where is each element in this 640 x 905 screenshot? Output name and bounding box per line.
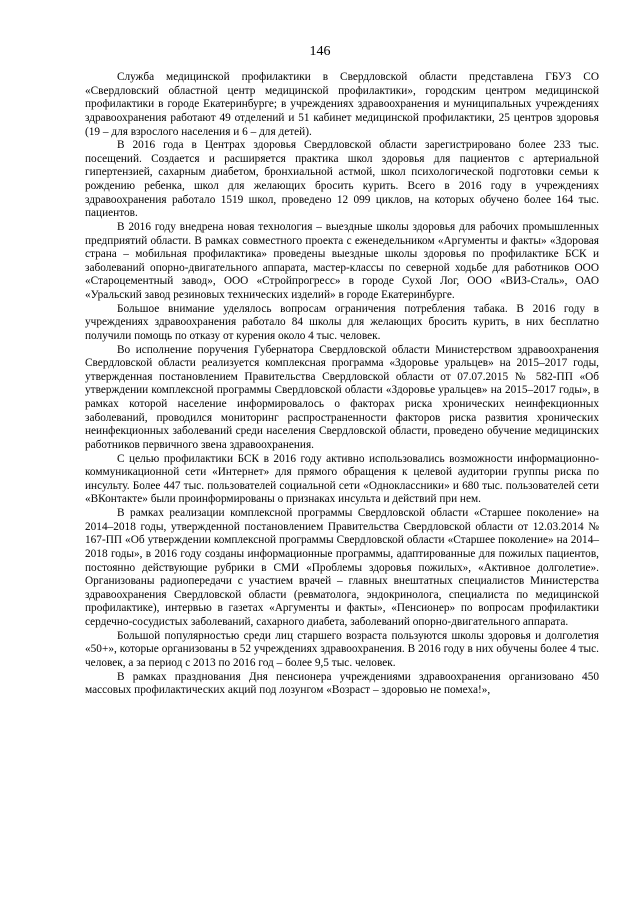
paragraph-3: В 2016 году внедрена новая технология – выездные школы здоровья для рабочих промышленных предприятий области. В рамках совместного проекта с еженедельником «Аргументы и факты» «Здоровая страна – мобильная профилактика» проведены выездные школы здоровья по профилактике БСК и заболеваний опорно-двигательного аппарата, мастер-классы по северной ходьбе для работников ООО «Староцементный завод», ООО «Стройпрогресс» в городе Сухой Лог, ООО «ВИЗ-Сталь», ОАО «Уральский завод резиновых технических изделий» в городе Екатеринбурге.	[85, 220, 599, 301]
paragraph-4: Большое внимание уделялось вопросам ограничения потребления табака. В 2016 году в учреждениях здравоохранения работало 84 школы для желающих бросить курить, в них бесплатно получили помощь по отказу от курения около 4 тыс. человек.	[85, 302, 599, 342]
body-text	[85, 71, 599, 698]
paragraph-5: Во исполнение поручения Губернатора Свердловской области Министерством здравоохранения Свердловской области реализуется комплексная программа «Здоровье уральцев» на 2015–2017 годы, утвержденная постановлением Правительства Свердловской области от 07.07.2015 № 582-ПП «Об утверждении комплексной программы Свердловской области «Здоровье уральцев» на 2015–2017 годы», в рамках которой население информировалось о факторах риска хронических неинфекционных заболеваний, проводился мониторинг распространенности факторов риска развития хронических неинфекционных заболеваний среди населения Свердловской области, проведено обучение медицинских работников первичного звена здравоохранения.	[85, 343, 599, 451]
paragraph-8: Большой популярностью среди лиц старшего возраста пользуются школы здоровья и долголетия «50+», которые организованы в 52 учреждениях здравоохранения. В 2016 году в них обучены более 4 тыс. человек, а за период с 2013 по 2016 год – более 9,5 тыс. человек.	[85, 629, 599, 669]
paragraph-7: В рамках реализации комплексной программы Свердловской области «Старшее поколение» на 2014–2018 годы, утвержденной постановлением Правительства Свердловской области от 12.03.2014 № 167-ПП «Об утверждении комплексной программы Свердловской области «Старшее поколение» на 2014–2018 годы», в 2016 году созданы информационные программы, адаптированные для пожилых пациентов, постоянно действующие рубрики в СМИ «Проблемы здоровья пожилых», «Активное долголетие». Организованы радиопередачи с участием врачей – главных внештатных специалистов Министерства здравоохранения Свердловской области (ревматолога, эндокринолога, специалиста по медицинской профилактике), интервью в газетах «Аргументы и факты», «Пенсионер» по вопросам профилактики сердечно-сосудистых заболеваний, сахарного диабета, заболеваний опорно-двигательного аппарата.	[85, 507, 599, 628]
paragraph-9: В рамках празднования Дня пенсионера учреждениями здравоохранения организовано 450 массовых профилактических акций под лозунгом «Возраст – здоровью не помеха!»,	[85, 670, 599, 697]
page-number: 146	[309, 44, 331, 59]
paragraph-2: В 2016 года в Центрах здоровья Свердловской области зарегистрировано более 233 тыс. посещений. Создается и расширяется практика школ здоровья для пациентов с артериальной гипертензией, сахарным диабетом, бронхиальной астмой, школ психологической подготовки семьи к рождению ребенка, школ для желающих бросить курить. Всего в 2016 году в учреждениях здравоохранения работало 1519 школ, проведено 12 099 циклов, на которых обучено более 164 тыс. пациентов.	[85, 139, 599, 220]
paragraph-1: Служба медицинской профилактики в Свердловской области представлена ГБУЗ СО «Свердловский областной центр медицинской профилактики», городским центром медицинской профилактики в городе Екатеринбурге; в учреждениях здравоохранения и муниципальных учреждениях здравоохранения работают 49 отделений и 51 кабинет медицинской профилактики, 25 центров здоровья (19 – для взрослого населения и 6 – для детей).	[85, 71, 599, 138]
paragraph-6: С целью профилактики БСК в 2016 году активно использовались возможности информационно-коммуникационной сети «Интернет» для прямого обращения к целевой аудитории группы риска по инсульту. Более 447 тыс. пользователей социальной сети «Одноклассники» и 680 тыс. пользователей сети «ВКонтакте» были проинформированы о признаках инсульта и действий при нем.	[85, 452, 599, 506]
